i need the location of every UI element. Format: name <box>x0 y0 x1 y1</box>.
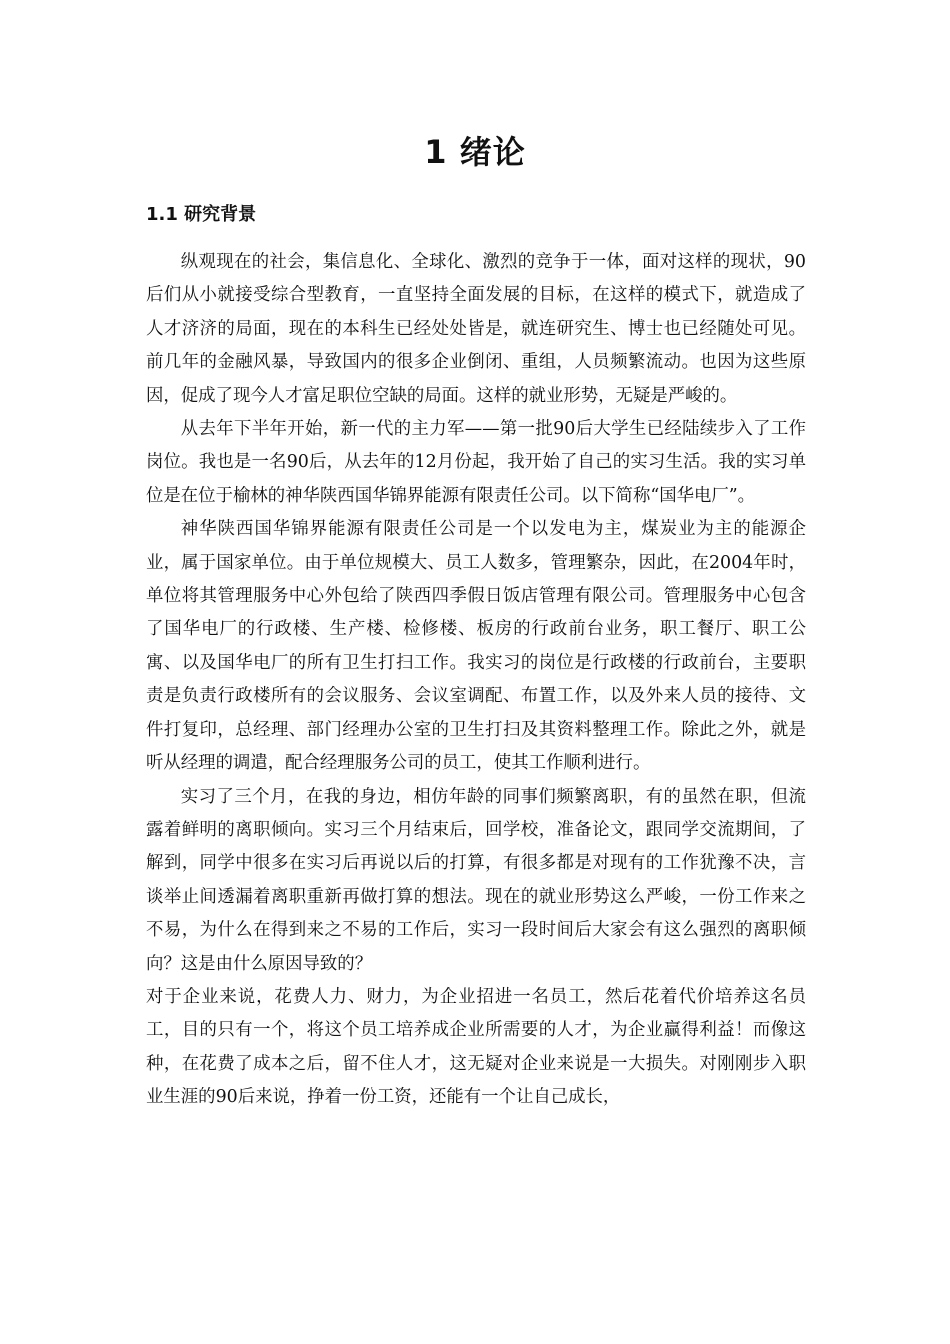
paragraph-3: 神华陕西国华锦界能源有限责任公司是一个以发电为主，煤炭业为主的能源企业，属于国家单位。由于单位规模大、员工人数多，管理繁杂，因此，在2004年时，单位将其管理服务中心外包给了陕西四季假日饭店管理有限公司。管理服务中心包含了国华电厂的行政楼、生产楼、检修楼、板房的行政前台业务，职工餐厅、职工公寓、以及国华电厂的所有卫生打扫工作。我实习的岗位是行政楼的行政前台，主要职责是负责行政楼所有的会议服务、会议室调配、布置工作，以及外来人员的接待、文件打复印，总经理、部门经理办公室的卫生打扫及其资料整理工作。除此之外，就是听从经理的调遣，配合经理服务公司的员工，使其工作顺利进行。 <box>146 519 806 774</box>
section-title: 1.1 研究背景 <box>146 204 257 225</box>
chapter-title: 1 绪论 <box>424 133 526 171</box>
paragraph-4: 实习了三个月，在我的身边，相仿年龄的同事们频繁离职，有的虽然在职，但流露着鲜明的离职倾向。实习三个月结束后，回学校，准备论文，跟同学交流期间，了解到，同学中很多在实习后再说以后的打算，有很多都是对现有的工作犹豫不决，言谈举止间透漏着离职重新再做打算的想法。现在的就业形势这么严峻，一份工作来之不易，为什么在得到来之不易的工作后，实习一段时间后大家会有这么强烈的离职倾向？这是由什么原因导致的？ <box>146 786 806 974</box>
paragraph-1: 纵观现在的社会，集信息化、全球化、激烈的竞争于一体，面对这样的现状，90后们从小就接受综合型教育，一直坚持全面发展的目标，在这样的模式下，就造成了人才济济的局面，现在的本科生已经处处皆是，就连研究生、博士也已经随处可见。前几年的金融风暴，导致国内的很多企业倒闭、重组，人员频繁流动。也因为这些原因，促成了现今人才富足职位空缺的局面。这样的就业形势，无疑是严峻的。 <box>146 252 806 406</box>
body-text <box>146 246 806 1115</box>
paragraph-2: 从去年下半年开始，新一代的主力军——第一批90后大学生已经陆续步入了工作岗位。我也是一名90后，从去年的12月份起，我开始了自己的实习生活。我的实习单位是在位于榆林的神华陕西国华锦界能源有限责任公司。以下简称“国华电厂”。 <box>146 419 806 506</box>
paragraph-5: 对于企业来说，花费人力、财力，为企业招进一名员工，然后花着代价培养这名员工，目的只有一个，将这个员工培养成企业所需要的人才，为企业赢得利益！而像这种，在花费了成本之后，留不住人才，这无疑对企业来说是一大损失。对刚刚步入职业生涯的90后来说，挣着一份工资，还能有一个让自己成长， <box>146 986 806 1108</box>
